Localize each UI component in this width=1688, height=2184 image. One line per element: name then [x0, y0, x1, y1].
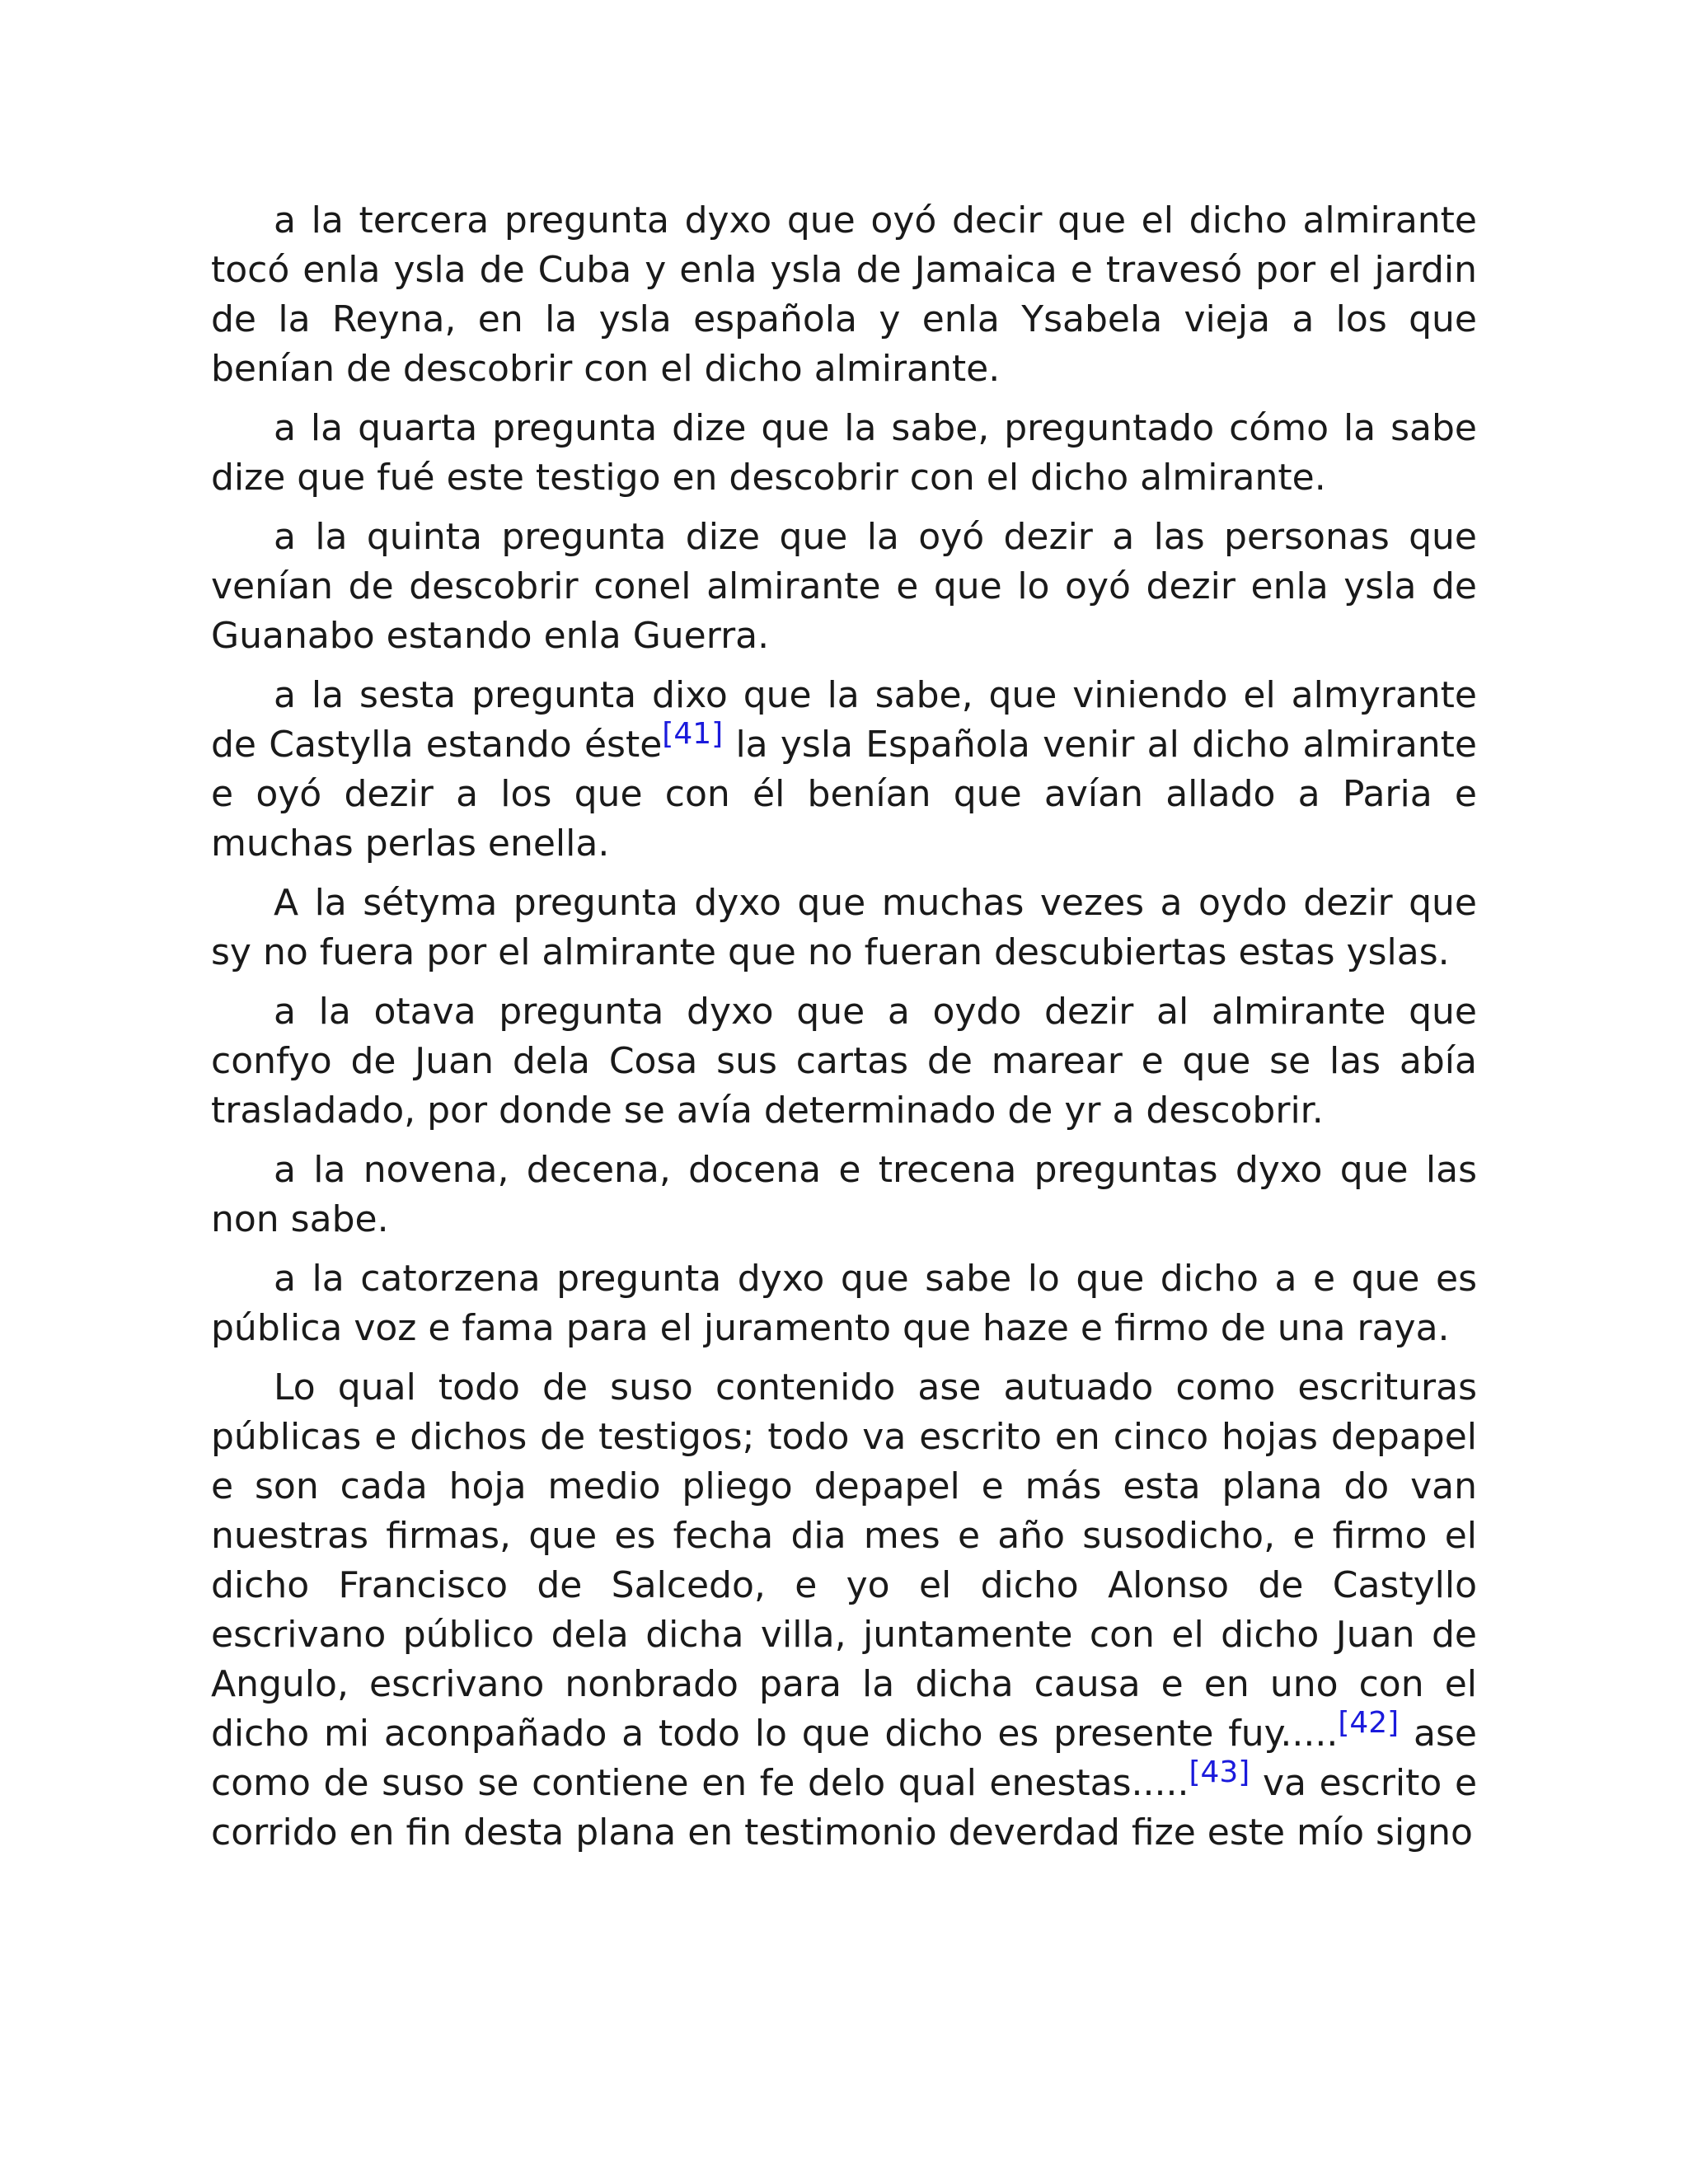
- paragraph-closing-text-3: va escrito e corrido en fin desta plana en testimonio deverdad fize este mío signo: [211, 1762, 1478, 1854]
- paragraph-closing-text-2: ase como de suso se contiene en fe delo qual enestas.....: [211, 1713, 1477, 1804]
- paragraph-otava: a la otava pregunta dyxo que a oydo dezir al almirante que confyo de Juan dela Cosa sus cartas de marear e que se las abía trasladado, por donde se avía determinado de yr a descobrir.: [211, 991, 1477, 1132]
- paragraph-tercera: a la tercera pregunta dyxo que oyó decir que el dicho almirante tocó enla ysla de Cuba y enla ysla de Jamaica e travesó por el jardin de la Reyna, en la ysla española y enla Ysabela vieja a los que benían de descobrir con el dicho almirante.: [211, 199, 1477, 390]
- footnote-link-41[interactable]: [41]: [662, 717, 724, 751]
- paragraph-catorzena: a la catorzena pregunta dyxo que sabe lo que dicho a e que es pública voz e fama para el juramento que haze e firmo de una raya.: [211, 1258, 1477, 1349]
- document-page: [211, 196, 1477, 1868]
- paragraph-novena: a la novena, decena, docena e trecena preguntas dyxo que las non sabe.: [211, 1149, 1477, 1240]
- footnote-link-42[interactable]: [42]: [1338, 1706, 1400, 1740]
- paragraph-sesta-text-end: la ysla Española venir al dicho almirante e oyó dezir a los que con él benían que avían allado a Paria e muchas perlas enella.: [211, 724, 1477, 865]
- paragraph-quinta: a la quinta pregunta dize que la oyó dezir a las personas que venían de descobrir conel almirante e que lo oyó dezir enla ysla de Guanabo estando enla Guerra.: [211, 516, 1477, 657]
- paragraph-closing-text-1: Lo qual todo de suso contenido ase autuado como escrituras públicas e dichos de testigos; todo va escrito en cinco hojas depapel e son cada hoja medio pliego depapel e más esta plana do van nuestras firmas, que es fecha dia mes e año susodicho, e firmo el dicho Francisco de Salcedo, e yo el dicho Alonso de Castyllo escrivano público dela dicha villa, juntamente con el dicho Juan de Angulo, escrivano nonbrado para la dicha causa e en uno con el dicho mi aconpañado a todo lo que dicho es presente fuy.....: [211, 1366, 1477, 1755]
- paragraph-sesta-text-start: a la sesta pregunta dixo que la sabe, que viniendo el almyrante de Castylla estando éste: [211, 674, 1477, 766]
- paragraph-sesta: [211, 671, 1477, 869]
- paragraph-closing: [211, 1363, 1477, 1858]
- paragraph-quarta: a la quarta pregunta dize que la sabe, preguntado cómo la sabe dize que fué este testigo en descobrir con el dicho almirante.: [211, 407, 1477, 499]
- paragraph-setyma: A la sétyma pregunta dyxo que muchas vezes a oydo dezir que sy no fuera por el almirante que no fueran descubiertas estas yslas.: [211, 882, 1477, 973]
- footnote-link-43[interactable]: [43]: [1189, 1755, 1250, 1789]
